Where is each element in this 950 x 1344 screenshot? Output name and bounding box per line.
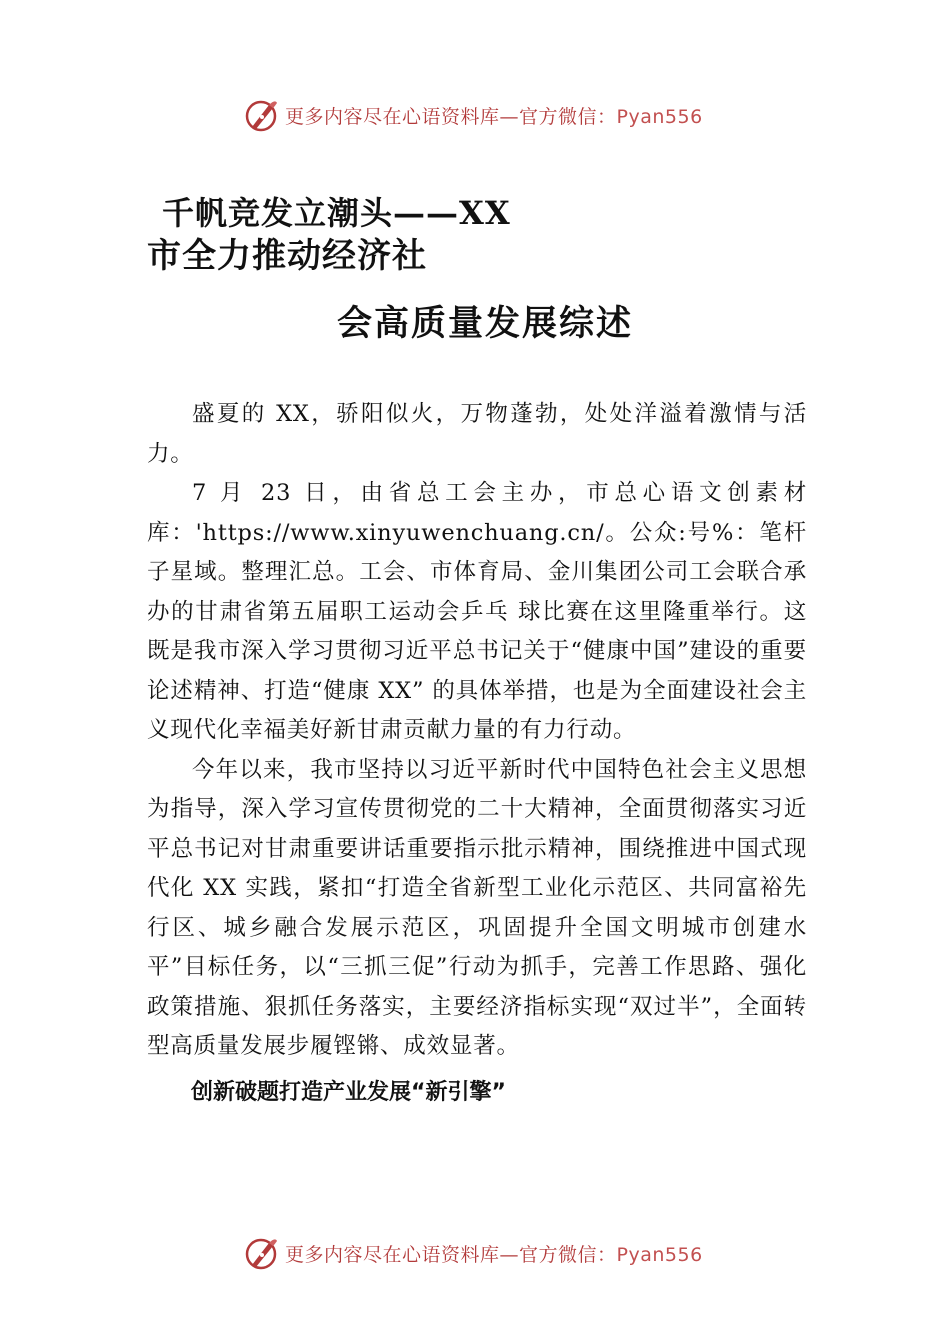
watermark-banner-top — [0, 93, 950, 137]
title-line-1: 千帆竞发立潮头——XX — [162, 194, 511, 232]
paragraph-3: 今年以来，我市坚持以习近平新时代中国特色社会主义思想为指导，深入学习宣传贯彻党的二十大精神，全面贯彻落实习近平总书记对甘肃重要讲话重要指示批示精神，围绕推进中国式现代化 XX 实践，紧扣“打造全省新型工业化示范区、共同富裕先行区、城乡融合发展示范区，巩固提升全国文明城市创建水平”目标任务，以“三抓三促”行动为抓手，完善工作思路、强化政策措施、狠抓任务落实，主要经济指标实现“双过半”，全面转型高质量发展步履铿锵、成效显著。 — [147, 756, 807, 1059]
article-body — [147, 395, 807, 1112]
section-subheading: 创新破题打造产业发展“新引擎” — [191, 1079, 506, 1105]
watermark-text: 更多内容尽在心语资料库—官方微信：Pyan556 — [285, 1243, 703, 1266]
watermark-wechat-id: Pyan556 — [616, 1243, 703, 1266]
paragraph-1: 盛夏的 XX，骄阳似火，万物蓬勃，处处洋溢着激情与活力。 — [147, 401, 807, 467]
title-line-2: 市全力推动经济社 — [147, 236, 427, 276]
watermark-banner-bottom — [0, 1231, 950, 1275]
watermark-text: 更多内容尽在心语资料库—官方微信：Pyan556 — [285, 105, 703, 128]
paragraph-2: 7 月 23 日，由省总工会主办，市总心语文创素材库：'https://www.xinyuwenchuang.cn/。公众:号%：笔杆子星域。整理汇总。工会、市体育局、金川集团公司工会联合承办的甘肃省第五届职工运动会乒乓 球比赛在这里隆重举行。这既是我市深入学习贯彻习近平总书记关于“健康中国”建设的重要论述精神、打造“健康 XX” 的具体举措，也是为全面建设社会主义现代化幸福美好新甘肃贡献力量的有力行动。 — [147, 480, 807, 743]
pen-nib-logo-icon — [243, 1235, 279, 1271]
watermark-wechat-id: Pyan556 — [616, 105, 703, 128]
pen-nib-logo-icon — [243, 97, 279, 133]
title-line-3: 会高质量发展综述 — [337, 303, 634, 344]
